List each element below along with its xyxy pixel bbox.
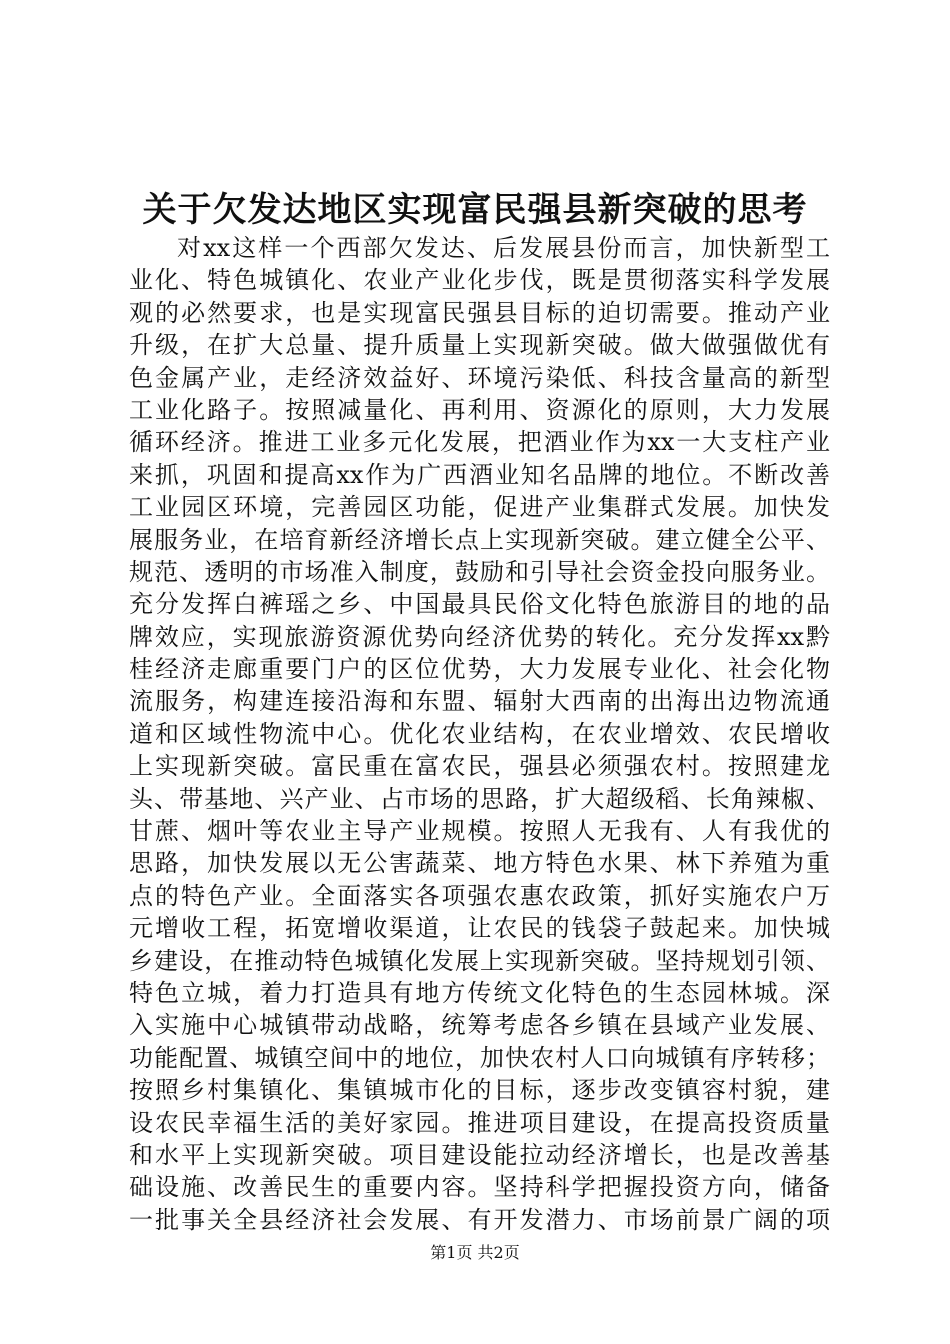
body-line: 业化、特色城镇化、农业产业化步伐，既是贯彻落实科学发展: [129, 266, 830, 295]
body-line: 来抓，巩固和提高xx作为广西酒业知名品牌的地位。不断改善: [129, 460, 830, 489]
body-line: 和水平上实现新突破。项目建设能拉动经济增长，也是改善基: [129, 1140, 830, 1169]
body-line: 观的必然要求，也是实现富民强县目标的迫切需要。推动产业: [129, 298, 830, 327]
body-line: 工业园区环境，完善园区功能，促进产业集群式发展。加快发: [129, 493, 830, 522]
page-footer: 第1页 共2页: [430, 1243, 520, 1262]
document-title: 关于欠发达地区实现富民强县新突破的思考: [142, 190, 808, 230]
body-line: 对xx这样一个西部欠发达、后发展县份而言，加快新型工: [177, 234, 830, 262]
body-line: 上实现新突破。富民重在富农民，强县必须强农村。按照建龙: [129, 752, 830, 781]
body-line: 元增收工程，拓宽增收渠道，让农民的钱袋子鼓起来。加快城: [129, 914, 830, 943]
body-line: 乡建设，在推动特色城镇化发展上实现新突破。坚持规划引领、: [129, 946, 830, 975]
body-line: 规范、透明的市场准入制度，鼓励和引导社会资金投向服务业。: [129, 557, 830, 586]
body-line: 思路，加快发展以无公害蔬菜、地方特色水果、林下养殖为重: [129, 849, 830, 878]
body-line: 工业化路子。按照减量化、再利用、资源化的原则，大力发展: [129, 395, 830, 424]
body-line: 点的特色产业。全面落实各项强农惠农政策，抓好实施农户万: [129, 881, 830, 910]
body-line: 桂经济走廊重要门户的区位优势，大力发展专业化、社会化物: [129, 655, 830, 684]
body-line: 功能配置、城镇空间中的地位，加快农村人口向城镇有序转移；: [129, 1043, 830, 1072]
body-line: 设农民幸福生活的美好家园。推进项目建设，在提高投资质量: [129, 1108, 830, 1137]
body-line: 头、带基地、兴产业、占市场的思路，扩大超级稻、长角辣椒、: [129, 784, 830, 813]
body-line: 牌效应，实现旅游资源优势向经济优势的转化。充分发挥xx黔: [129, 622, 830, 651]
body-line: 道和区域性物流中心。优化农业结构，在农业增效、农民增收: [129, 719, 830, 748]
document-body: [129, 232, 830, 1236]
body-line: 础设施、改善民生的重要内容。坚持科学把握投资方向，储备: [129, 1173, 830, 1202]
body-line: 甘蔗、烟叶等农业主导产业规模。按照人无我有、人有我优的: [129, 817, 830, 846]
body-line: 按照乡村集镇化、集镇城市化的目标，逐步改变镇容村貌，建: [129, 1076, 830, 1105]
body-line: 升级，在扩大总量、提升质量上实现新突破。做大做强做优有: [129, 331, 830, 360]
body-line: 充分发挥白裤瑶之乡、中国最具民俗文化特色旅游目的地的品: [129, 590, 830, 619]
body-line: 展服务业，在培育新经济增长点上实现新突破。建立健全公平、: [129, 525, 830, 554]
body-line: 入实施中心城镇带动战略，统筹考虑各乡镇在县域产业发展、: [129, 1011, 830, 1040]
body-line: 流服务，构建连接沿海和东盟、辐射大西南的出海出边物流通: [129, 687, 830, 716]
body-line: 一批事关全县经济社会发展、有开发潜力、市场前景广阔的项: [129, 1205, 830, 1234]
body-line: 循环经济。推进工业多元化发展，把酒业作为xx一大支柱产业: [129, 428, 830, 457]
body-line: 色金属产业，走经济效益好、环境污染低、科技含量高的新型: [129, 363, 830, 392]
body-line: 特色立城，着力打造具有地方传统文化特色的生态园林城。深: [129, 978, 830, 1007]
